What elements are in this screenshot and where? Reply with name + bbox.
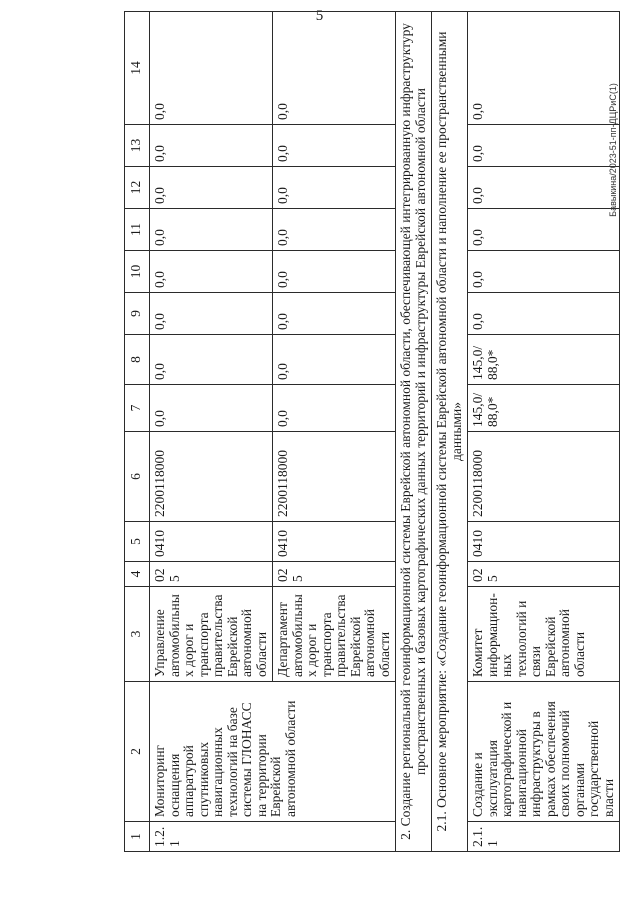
cell-value: 0,0 [273, 385, 396, 432]
header-cell: 14 [125, 12, 150, 125]
cell-value: 0,0 [468, 293, 620, 335]
cell-value: 0,0 [150, 209, 273, 251]
side-stamp [598, 70, 628, 230]
table-row-2-1-1 [468, 12, 620, 852]
cell-value: 145,0/ 88,0* [468, 335, 620, 385]
header-cell: 10 [125, 251, 150, 293]
cell-value: 0,0 [150, 335, 273, 385]
cell-value: 0,0 [150, 293, 273, 335]
cell-value: 0,0 [150, 167, 273, 209]
header-cell: 3 [125, 587, 150, 682]
section-row-2 [396, 12, 432, 852]
cell-value: 0,0 [273, 209, 396, 251]
cell-value: 0,0 [273, 125, 396, 167]
header-cell: 5 [125, 522, 150, 562]
cell-value: 0,0 [273, 293, 396, 335]
header-row [125, 12, 150, 852]
program-table [124, 11, 620, 852]
cell-value: 0,0 [468, 209, 620, 251]
cell-value: 0,0 [273, 335, 396, 385]
cell-value: 0,0 [273, 251, 396, 293]
cell-value: 0,0 [150, 12, 273, 125]
cell-csr: 2200118000 [468, 432, 620, 522]
executor: Управление автомобильных дорог и транспорта правительства Еврейской автономной области [150, 587, 273, 682]
header-cell: 8 [125, 335, 150, 385]
row-number: 2.1.1 [468, 822, 620, 852]
header-cell: 13 [125, 125, 150, 167]
cell-csr: 2200118000 [273, 432, 396, 522]
cell-value: 0,0 [150, 125, 273, 167]
section-row-2-1 [432, 12, 468, 852]
cell-value: 0,0 [150, 251, 273, 293]
side-stamp-text: Бавыкина/2023-51-пп-ДЦРиС(1) [608, 83, 618, 217]
header-cell: 4 [125, 562, 150, 587]
header-cell: 2 [125, 682, 150, 822]
cell-grbs: 025 [150, 562, 273, 587]
page-number: 5 [315, 8, 324, 24]
section-heading: 2. Создание региональной геоинформационной системы Еврейской автономной области, обеспечивающей интегрированную инфраструктуру пространственных и базовых картографических данных территорий и инфраструктуры Еврейской автономной области [396, 12, 432, 852]
executor: Комитет информацион-ных технологий и связи Еврейской автономной области [468, 587, 620, 682]
header-cell: 7 [125, 385, 150, 432]
measure-name: Создание и эксплуатация картографической и навигационной инфраструктуры в рамках обеспечения своих полномочий органами государственной власти [468, 682, 620, 822]
cell-rzpr: 0410 [150, 522, 273, 562]
cell-value: 0,0 [273, 12, 396, 125]
cell-rzpr: 0410 [273, 522, 396, 562]
row-number: 1.2.1 [150, 822, 396, 852]
header-cell: 6 [125, 432, 150, 522]
cell-value: 145,0/ 88,0* [468, 385, 620, 432]
header-cell: 1 [125, 822, 150, 852]
cell-value: 0,0 [468, 167, 620, 209]
cell-value: 0,0 [468, 125, 620, 167]
table-row-1-2-1-a [150, 12, 273, 852]
cell-csr: 2200118000 [150, 432, 273, 522]
header-cell: 9 [125, 293, 150, 335]
header-cell: 11 [125, 209, 150, 251]
cell-value: 0,0 [273, 167, 396, 209]
cell-value: 0,0 [150, 385, 273, 432]
measure-name: Мониторинг оснащения аппаратурой спутниковых навигационных технологий на базе системы ГЛОНАСС на территории Еврейской автономной области [150, 682, 396, 822]
cell-grbs: 025 [468, 562, 620, 587]
header-cell: 12 [125, 167, 150, 209]
cell-rzpr: 0410 [468, 522, 620, 562]
subsection-heading: 2.1. Основное мероприятие: «Создание геоинформационной системы Еврейской автономной области и наполнение ее пространственными данными» [432, 12, 468, 852]
executor: Департамент автомобильных дорог и транспорта правительства Еврейской автономной области [273, 587, 396, 682]
cell-grbs: 025 [273, 562, 396, 587]
cell-value: 0,0 [468, 251, 620, 293]
cell-value: 0,0 [468, 12, 620, 125]
